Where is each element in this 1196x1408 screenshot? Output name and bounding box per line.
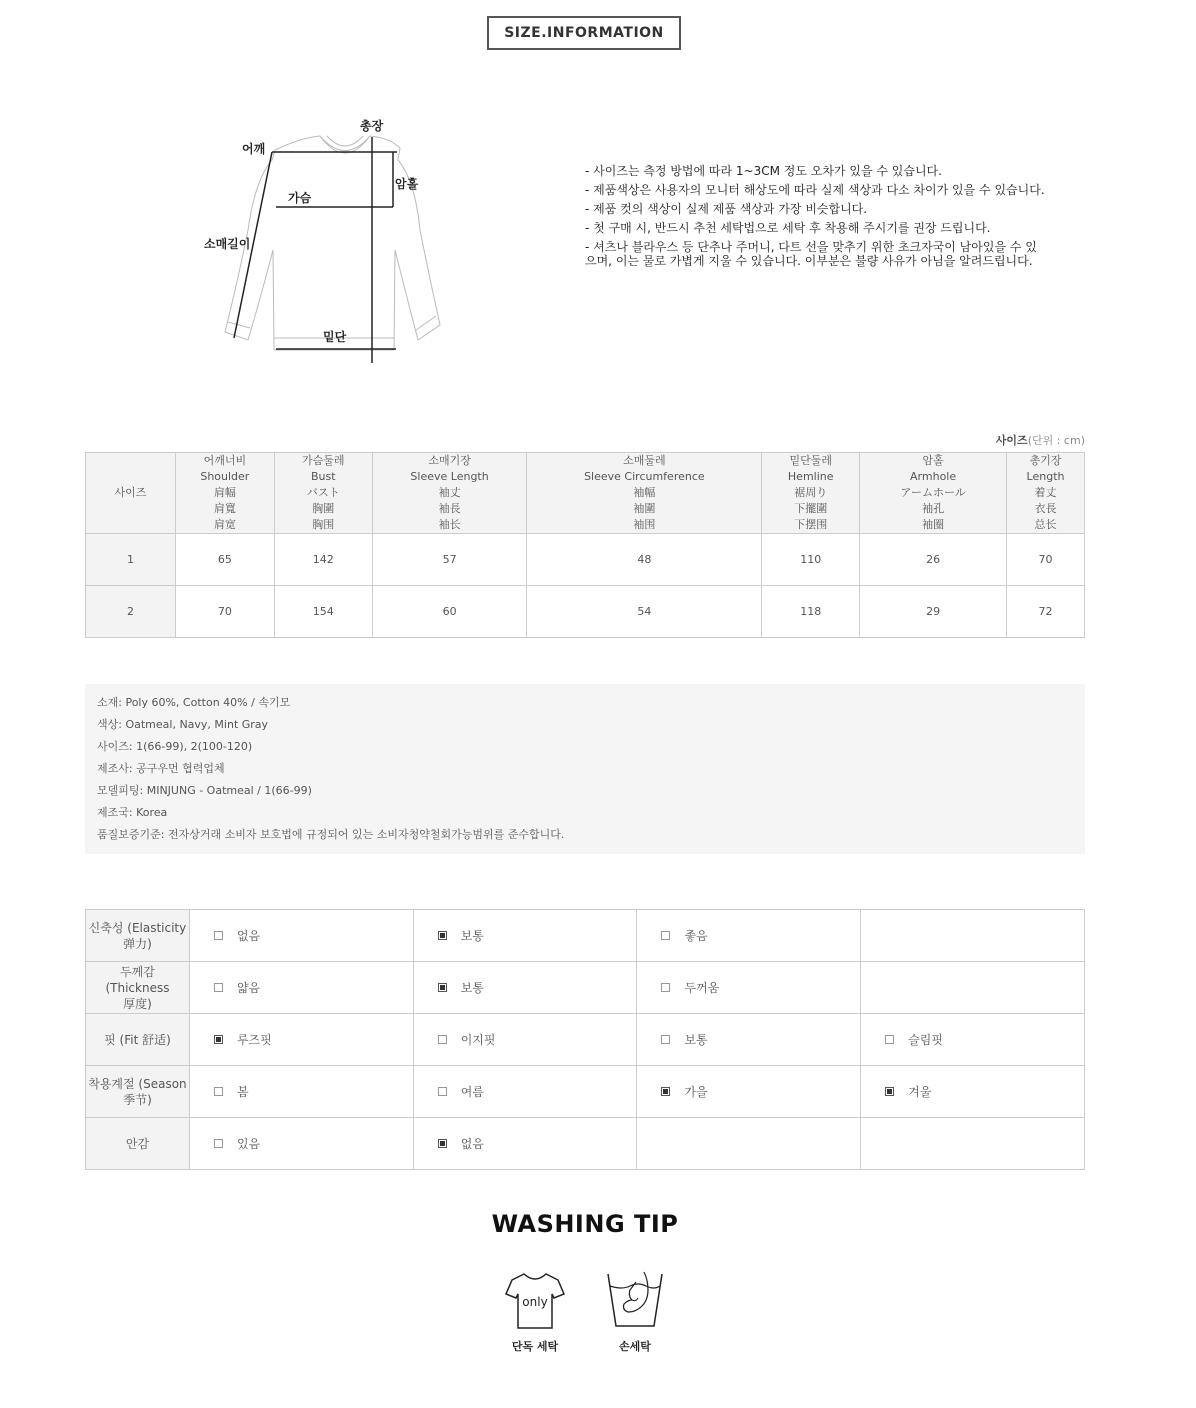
option-cell[interactable]: 보통 bbox=[413, 910, 637, 962]
size-cell: 1 bbox=[86, 534, 176, 586]
checkbox-icon[interactable] bbox=[661, 983, 670, 992]
option-cell[interactable]: 보통 bbox=[637, 1014, 861, 1066]
unit-value: (단위 : cm) bbox=[1027, 434, 1085, 447]
checkbox-icon[interactable] bbox=[885, 1035, 894, 1044]
value-cell: 118 bbox=[762, 586, 860, 638]
info-model-fitting: 모델피팅: MINJUNG - Oatmeal / 1(66-99) bbox=[97, 784, 312, 797]
value-cell: 154 bbox=[274, 586, 372, 638]
value-cell: 60 bbox=[372, 586, 527, 638]
label-total-length: 총장 bbox=[360, 119, 384, 133]
empty-cell bbox=[861, 962, 1085, 1014]
feature-row-season bbox=[86, 1066, 1085, 1118]
value-cell: 70 bbox=[175, 586, 274, 638]
product-info-box bbox=[85, 684, 1085, 854]
value-cell: 142 bbox=[274, 534, 372, 586]
value-cell: 110 bbox=[762, 534, 860, 586]
checkbox-checked-icon[interactable] bbox=[438, 931, 447, 940]
feature-label: 신축성 (Elasticity 弹力) bbox=[86, 910, 190, 962]
info-material: 소재: Poly 60%, Cotton 40% / 속기모 bbox=[97, 696, 291, 709]
info-quality-standard: 품질보증기준: 전자상거래 소비자 보호법에 규정되어 있는 소비자청약철회가능범위를 준수합니다. bbox=[97, 828, 565, 841]
note-line: - 첫 구매 시, 반드시 추천 세탁법으로 세탁 후 착용해 주시기를 권장 드립니다. bbox=[585, 221, 991, 235]
table-row bbox=[86, 586, 1085, 638]
only-text: only bbox=[522, 1295, 548, 1309]
checkbox-checked-icon[interactable] bbox=[438, 983, 447, 992]
value-cell: 26 bbox=[860, 534, 1007, 586]
washing-tip-title: WASHING TIP bbox=[491, 1210, 679, 1238]
checkbox-checked-icon[interactable] bbox=[885, 1087, 894, 1096]
feature-label: 안감 bbox=[86, 1118, 190, 1170]
hand-wash bbox=[600, 1270, 670, 1360]
column-sleeve-length: 소매기장 Sleeve Length 袖丈 袖長 袖长 bbox=[372, 453, 527, 534]
features-table bbox=[85, 909, 1085, 1170]
info-color: 색상: Oatmeal, Navy, Mint Gray bbox=[97, 718, 269, 731]
size-notes bbox=[585, 162, 1085, 268]
option-cell[interactable]: 봄 bbox=[189, 1066, 413, 1118]
option-cell[interactable]: 얇음 bbox=[189, 962, 413, 1014]
feature-label: 핏 (Fit 舒适) bbox=[86, 1014, 190, 1066]
unit-label: 사이즈 bbox=[995, 434, 1028, 447]
hand-wash-icon bbox=[602, 1270, 668, 1332]
label-shoulder: 어깨 bbox=[242, 142, 266, 156]
size-table-header bbox=[86, 453, 1085, 534]
column-length: 총기장 Length 着丈 衣長 总长 bbox=[1007, 453, 1085, 534]
size-table bbox=[85, 452, 1085, 638]
checkbox-checked-icon[interactable] bbox=[438, 1139, 447, 1148]
size-column-header: 사이즈 bbox=[86, 453, 176, 534]
option-cell[interactable]: 두꺼움 bbox=[637, 962, 861, 1014]
feature-row-fit bbox=[86, 1014, 1085, 1066]
note-line: - 제품색상은 사용자의 모니터 해상도에 따라 실제 색상과 다소 차이가 있을 수 있습니다. bbox=[585, 183, 1045, 197]
checkbox-icon[interactable] bbox=[438, 1035, 447, 1044]
checkbox-icon[interactable] bbox=[661, 1035, 670, 1044]
option-cell[interactable]: 있음 bbox=[189, 1118, 413, 1170]
option-cell[interactable]: 여름 bbox=[413, 1066, 637, 1118]
empty-cell bbox=[861, 910, 1085, 962]
info-size: 사이즈: 1(66-99), 2(100-120) bbox=[97, 740, 253, 753]
feature-row-thickness bbox=[86, 962, 1085, 1014]
checkbox-icon[interactable] bbox=[214, 1139, 223, 1148]
option-cell[interactable]: 겨울 bbox=[861, 1066, 1085, 1118]
feature-label: 두께감 (Thickness 厚度) bbox=[86, 962, 190, 1014]
checkbox-icon[interactable] bbox=[438, 1087, 447, 1096]
note-line: 으며, 이는 물로 가볍게 지울 수 있습니다. 이부분은 불량 사유가 아님을 알려드립니다. bbox=[585, 254, 1033, 268]
tshirt-only-icon bbox=[504, 1270, 566, 1332]
hand-wash-label: 손세탁 bbox=[619, 1340, 651, 1353]
sweater-outline-icon bbox=[190, 110, 470, 380]
option-cell[interactable]: 루즈핏 bbox=[189, 1014, 413, 1066]
option-cell[interactable]: 없음 bbox=[413, 1118, 637, 1170]
column-hemline: 밑단둘레 Hemline 裾周り 下擺圍 下摆围 bbox=[762, 453, 860, 534]
note-line: - 셔츠나 블라우스 등 단추나 주머니, 다트 선을 맞추기 위한 초크자국이 남아있을 수 있 bbox=[585, 240, 1037, 254]
option-cell[interactable]: 이지핏 bbox=[413, 1014, 637, 1066]
wash-separately-label: 단독 세탁 bbox=[511, 1340, 559, 1353]
label-armhole: 암홀 bbox=[395, 177, 419, 191]
value-cell: 65 bbox=[175, 534, 274, 586]
checkbox-icon[interactable] bbox=[214, 1087, 223, 1096]
checkbox-checked-icon[interactable] bbox=[661, 1087, 670, 1096]
value-cell: 57 bbox=[372, 534, 527, 586]
info-manufacturer: 제조사: 공구우먼 협력업체 bbox=[97, 762, 225, 775]
empty-cell bbox=[861, 1118, 1085, 1170]
option-cell[interactable]: 보통 bbox=[413, 962, 637, 1014]
empty-cell bbox=[637, 1118, 861, 1170]
column-sleeve-circumference: 소매둘레 Sleeve Circumference 袖幅 袖圍 袖围 bbox=[527, 453, 762, 534]
feature-label: 착용계절 (Season 季节) bbox=[86, 1066, 190, 1118]
label-sleeve-length: 소매길이 bbox=[204, 237, 251, 251]
column-bust: 가슴둘레 Bust バスト 胸圍 胸围 bbox=[274, 453, 372, 534]
size-cell: 2 bbox=[86, 586, 176, 638]
checkbox-icon[interactable] bbox=[214, 983, 223, 992]
table-row bbox=[86, 534, 1085, 586]
label-chest: 가슴 bbox=[288, 191, 312, 205]
sweater-diagram bbox=[190, 110, 470, 380]
value-cell: 72 bbox=[1007, 586, 1085, 638]
wash-separately bbox=[500, 1270, 570, 1360]
column-shoulder: 어깨너비 Shoulder 肩幅 肩寬 肩宽 bbox=[175, 453, 274, 534]
value-cell: 48 bbox=[527, 534, 762, 586]
option-cell[interactable]: 가을 bbox=[637, 1066, 861, 1118]
checkbox-checked-icon[interactable] bbox=[214, 1035, 223, 1044]
value-cell: 54 bbox=[527, 586, 762, 638]
note-line: - 제품 컷의 색상이 실제 제품 색상과 가장 비슷합니다. bbox=[585, 202, 868, 216]
value-cell: 70 bbox=[1007, 534, 1085, 586]
option-cell[interactable]: 좋음 bbox=[637, 910, 861, 962]
column-armhole: 암홀 Armhole アームホール 袖孔 袖圈 bbox=[860, 453, 1007, 534]
value-cell: 29 bbox=[860, 586, 1007, 638]
feature-row-lining bbox=[86, 1118, 1085, 1170]
note-line: - 사이즈는 측정 방법에 따라 1~3CM 정도 오차가 있을 수 있습니다. bbox=[585, 164, 942, 178]
feature-row-elasticity bbox=[86, 910, 1085, 962]
label-hem: 밑단 bbox=[323, 330, 347, 344]
unit-caption bbox=[996, 432, 1085, 448]
checkbox-icon[interactable] bbox=[661, 931, 670, 940]
size-information-title: SIZE.INFORMATION bbox=[487, 16, 681, 50]
option-cell[interactable]: 슬림핏 bbox=[861, 1014, 1085, 1066]
info-country: 제조국: Korea bbox=[97, 806, 168, 819]
checkbox-icon[interactable] bbox=[214, 931, 223, 940]
option-cell[interactable]: 없음 bbox=[189, 910, 413, 962]
